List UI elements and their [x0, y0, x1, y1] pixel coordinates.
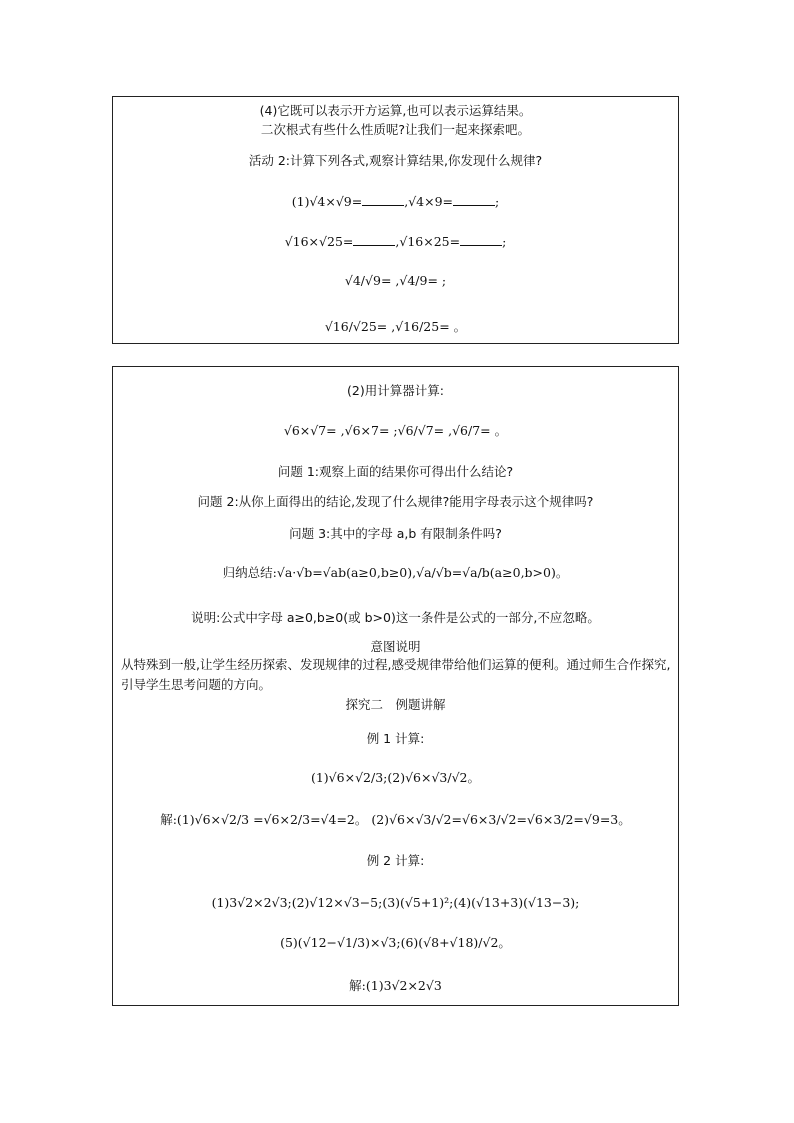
note-text: 说明:公式中字母 a≥0,b≥0(或 b>0)这一条件是公式的一部分,不应忽略。 [191, 610, 600, 625]
intent-title: 意图说明 [370, 639, 421, 654]
text-line: 二次根式有些什么性质呢?让我们一起来探索吧。 [260, 122, 531, 137]
calc-heading: (2)用计算器计算: [347, 383, 444, 398]
equation-line: √16/√25= ,√16/25= 。 [324, 319, 467, 334]
example-1-title: 例 1 计算: [366, 731, 425, 746]
calc-line: √6×√7= ,√6×7= ;√6/√7= ,√6/7= 。 [283, 423, 508, 438]
intent-text: 从特殊到一般,让学生经历探索、发现规律的过程,感受规律带给他们运算的便利。通过师生合作探究,引导学生思考问题的方向。 [121, 657, 671, 692]
explanation-box [112, 366, 679, 1006]
answer-blank [453, 193, 495, 206]
activity-title: 活动 2:计算下列各式,观察计算结果,你发现什么规律? [248, 153, 543, 168]
answer-blank [460, 233, 502, 246]
equation-line: √16×√25= ,√16×25= ; [284, 234, 507, 249]
text-line: (4)它既可以表示开方运算,也可以表示运算结果。 [259, 103, 532, 118]
equation-line: (1)√4×√9= ,√4×9= ; [291, 194, 500, 209]
equation-line: √4/√9= ,√4/9= ; [344, 273, 447, 288]
example-2-line-2: (5)(√12−√1/3)×√3;(6)(√8+√18)/√2。 [280, 935, 511, 950]
example-2-solution: 解:(1)3√2×2√3 [349, 978, 442, 993]
example-1-problem: (1)√6×√2/3;(2)√6×√3/√2。 [310, 770, 481, 785]
answer-blank [353, 233, 395, 246]
summary-formula: 归纳总结:√a·√b=√ab(a≥0,b≥0),√a/√b=√a/b(a≥0,b>0)。 [222, 565, 569, 580]
example-1-solution: 解:(1)√6×√2/3 =√6×2/3=√4=2。 (2)√6×√3/√2=√6×3/√2=√6×3/2=√9=3。 [160, 812, 631, 827]
answer-blank [362, 193, 404, 206]
question-2: 问题 2:从你上面得出的结论,发现了什么规律?能用字母表示这个规律吗? [197, 494, 594, 509]
question-1: 问题 1:观察上面的结果你可得出什么结论? [277, 464, 514, 479]
question-3: 问题 3:其中的字母 a,b 有限制条件吗? [289, 526, 502, 541]
example-2-title: 例 2 计算: [366, 853, 425, 868]
explore-title: 探究二 例题讲解 [345, 697, 446, 712]
example-2-line-1: (1)3√2×2√3;(2)√12×√3−5;(3)(√5+1)²;(4)(√13+3)(√13−3); [211, 895, 580, 910]
activity-box [112, 96, 679, 344]
